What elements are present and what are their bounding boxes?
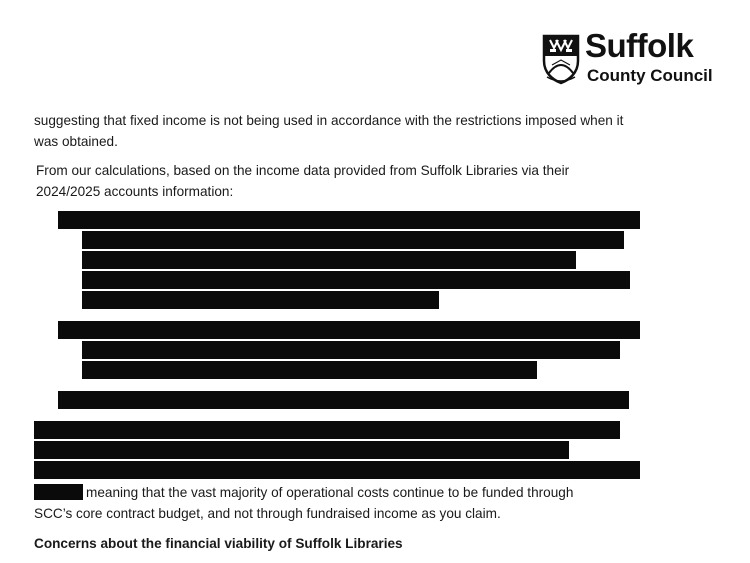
redaction-bar [82, 291, 439, 309]
section-heading: Concerns about the financial viability of Suffolk Libraries [34, 536, 403, 551]
logo-name: Suffolk [585, 27, 694, 64]
redaction-bar [58, 321, 640, 339]
redaction-bar [34, 441, 569, 459]
logo-subtitle: County Council [587, 66, 713, 85]
suffolk-county-council-logo [541, 27, 721, 88]
redaction-bar [82, 361, 537, 379]
redaction-bar [82, 231, 624, 249]
final-paragraph-line-2: SCC’s core contract budget, and not through fundraised income as you claim. [34, 506, 501, 521]
redaction-bar [34, 421, 620, 439]
redaction-bar [58, 211, 640, 229]
final-line-1-text: meaning that the vast majority of operational costs continue to be funded through [86, 485, 574, 500]
final-paragraph-line-1 [34, 482, 573, 503]
redaction-bar [58, 391, 629, 409]
redaction-bar [34, 461, 640, 479]
suffolk-crest-icon [541, 33, 581, 85]
paragraph-calculations: From our calculations, based on the income data provided from Suffolk Libraries via their 2024/2025 accounts information: [36, 163, 570, 199]
inline-redaction [34, 484, 83, 500]
paragraph-fixed-income: suggesting that fixed income is not being used in accordance with the restrictions imposed when it was obtained. [34, 113, 624, 149]
redaction-bar [82, 251, 576, 269]
redaction-bar [82, 271, 630, 289]
redaction-bar [82, 341, 620, 359]
